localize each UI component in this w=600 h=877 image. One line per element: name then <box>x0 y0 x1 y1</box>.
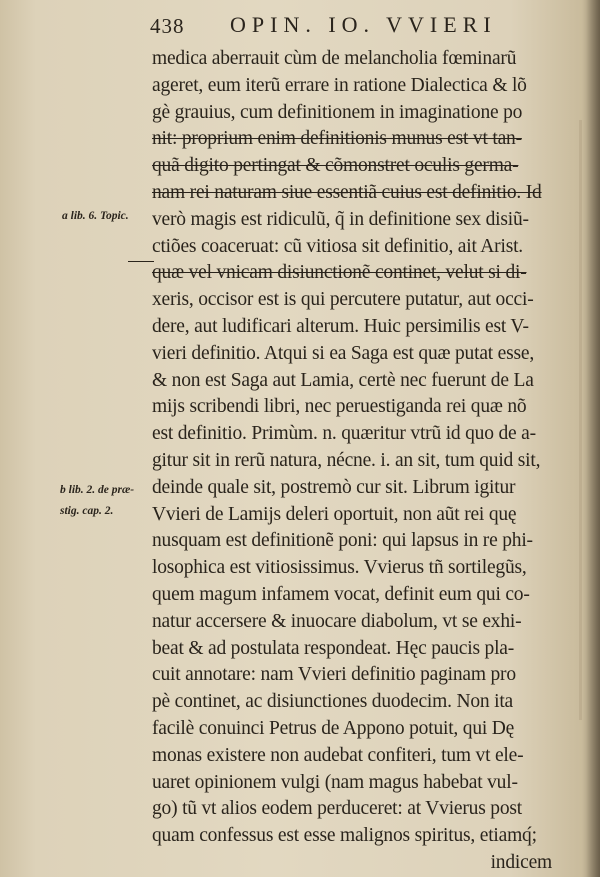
text-line: ctiões coaceruat: cũ vitiosa sit definitio, ait Arist. <box>152 235 523 257</box>
margin-note-praestig-1: b lib. 2. de præ- <box>60 484 135 496</box>
running-title: OPIN. IO. VVIERI <box>230 12 497 37</box>
text-line: go) tũ vt alios eodem perduceret: at Vvierus post <box>152 798 522 820</box>
text-line: deinde quale sit, postremò cur sit. Librum igitur <box>152 476 516 498</box>
text-line: medica aberrauit cùm de melancholia fœminarũ <box>152 48 517 69</box>
text-line: ageret, eum iterũ errare in ratione Dialectica & lõ <box>152 74 527 96</box>
text-line: losophica est vitiosissimus. Vvierus tñ sortilegũs, <box>152 557 527 579</box>
page-number: 438 <box>150 14 185 38</box>
text-line: dere, aut ludificari alterum. Huic persimilis est V- <box>152 315 529 337</box>
body-text <box>152 46 582 877</box>
text-line: verò magis est ridiculũ, q̃ in definitione sex disiũ- <box>152 208 529 230</box>
text-line: vieri definitio. Atqui si ea Saga est quæ putat esse, <box>152 342 535 364</box>
text-line: cuit annotare: nam Vvieri definitio paginam pro <box>152 664 516 686</box>
text-line: & non est Saga aut Lamia, certè nec fuerunt de La <box>152 369 534 391</box>
margin-dash <box>128 261 154 262</box>
text-line: est definitio. Primùm. n. quæritur vtrũ id quo de a- <box>152 423 536 445</box>
text-line: pè continet, ac disiunctiones duodecim. Non ita <box>152 691 514 713</box>
text-line: monas existere non audebat confiteri, tum vt ele- <box>152 744 524 766</box>
page-header <box>0 10 600 40</box>
text-line: gitur sit in rerũ natura, nécne. i. an sit, tum quid sit, <box>152 449 541 471</box>
page-edge-shadow <box>586 0 600 877</box>
text-line: uaret opinionem vulgi (nam magus habebat vul- <box>152 771 518 793</box>
text-line: natur accersere & inuocare diabolum, vt se exhi- <box>152 610 522 632</box>
text-line: xeris, occisor est is qui percutere putatur, aut occi- <box>152 289 534 311</box>
text-line: quæ vel vnicam disiunctionẽ continet, velut si di- <box>152 262 527 284</box>
text-line: quam confessus est esse malignos spiritus, etiamq́; <box>152 825 537 847</box>
text-line: nam rei naturam siue essentiã cuius est definitio. Id <box>152 181 542 203</box>
margin-note-praestig-2: stig. cap. 2. <box>60 505 114 517</box>
text-line: Vvieri de Lamijs deleri oportuit, non aũt rei quę <box>152 503 517 525</box>
text-line: facilè conuinci Petrus de Appono potuit, qui Dę <box>152 717 515 739</box>
text-line: mijs scribendi libri, nec peruestiganda rei quæ nõ <box>152 396 527 418</box>
text-line: beat & ad postulata respondeat. Hęc paucis pla- <box>152 637 515 659</box>
catchword: indicem <box>490 851 552 873</box>
text-line: nit: proprium enim definitionis munus est vt tan- <box>152 128 522 150</box>
text-line: quã digito pertingat & cõmonstret oculis germa- <box>152 155 519 177</box>
text-line: quem magum infamem vocat, definit eum qui co- <box>152 583 530 605</box>
margin-note-topic: a lib. 6. Topic. <box>62 210 129 222</box>
text-line: gè grauius, cum definitionem in imaginatione po <box>152 101 523 123</box>
text-line: nusquam est definitionẽ poni: qui lapsus in re phi- <box>152 530 533 552</box>
